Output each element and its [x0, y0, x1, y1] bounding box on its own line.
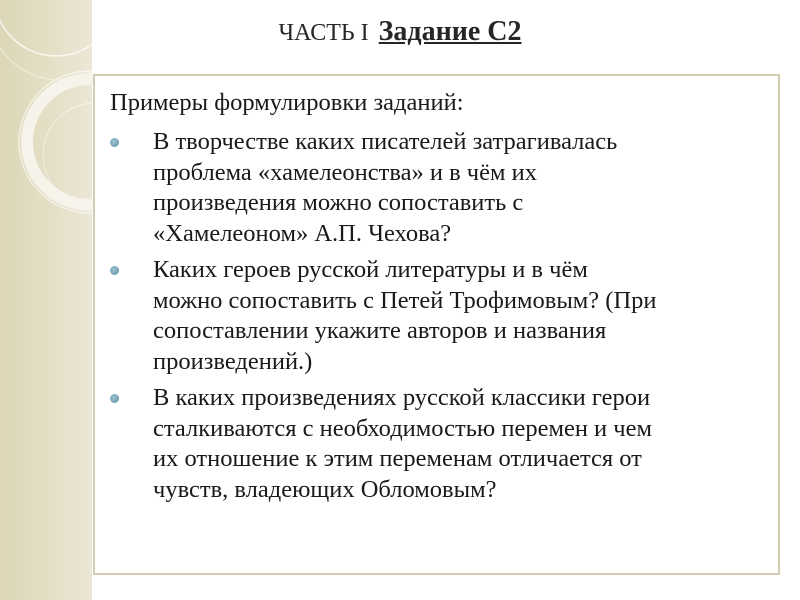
- text-line: их отношение к этим переменам отличается от: [153, 445, 642, 472]
- text-line: сталкиваются с необходимостью перемен и чем: [153, 414, 652, 442]
- title-task-label: Задание С2: [378, 16, 522, 47]
- bullet-icon: [110, 394, 119, 403]
- list-item-text: [153, 383, 657, 505]
- text-line: Каких героев русской литературы и в чём: [153, 256, 588, 283]
- text-line: произведений.): [153, 347, 313, 375]
- task-list: [95, 127, 657, 511]
- page-title: [0, 16, 800, 48]
- list-item: [95, 383, 657, 505]
- list-item: [95, 255, 657, 377]
- list-item-text: [153, 255, 657, 377]
- text-line: можно сопоставить с Петей Трофимовым? (При: [153, 286, 657, 314]
- list-item: [95, 127, 657, 249]
- list-item-text: [153, 127, 657, 249]
- text-line: В творчестве каких писателей затрагивалась: [153, 128, 618, 155]
- content-frame: [93, 74, 780, 575]
- text-line: проблема «хамелеонства» и в чём их: [153, 158, 537, 186]
- text-line: сопоставлении укажите авторов и названия: [153, 317, 607, 344]
- text-line: В каких произведениях русской классики герои: [153, 384, 651, 411]
- text-line: произведения можно сопоставить с: [153, 189, 524, 216]
- text-line: чувств, владеющих Обломовым?: [153, 475, 497, 503]
- title-part-label: ЧАСТЬ I: [278, 20, 369, 46]
- intro-text: Примеры формулировки заданий:: [110, 89, 464, 116]
- text-line: «Хамелеоном» А.П. Чехова?: [153, 219, 452, 247]
- bullet-icon: [110, 138, 119, 147]
- bullet-icon: [110, 266, 119, 275]
